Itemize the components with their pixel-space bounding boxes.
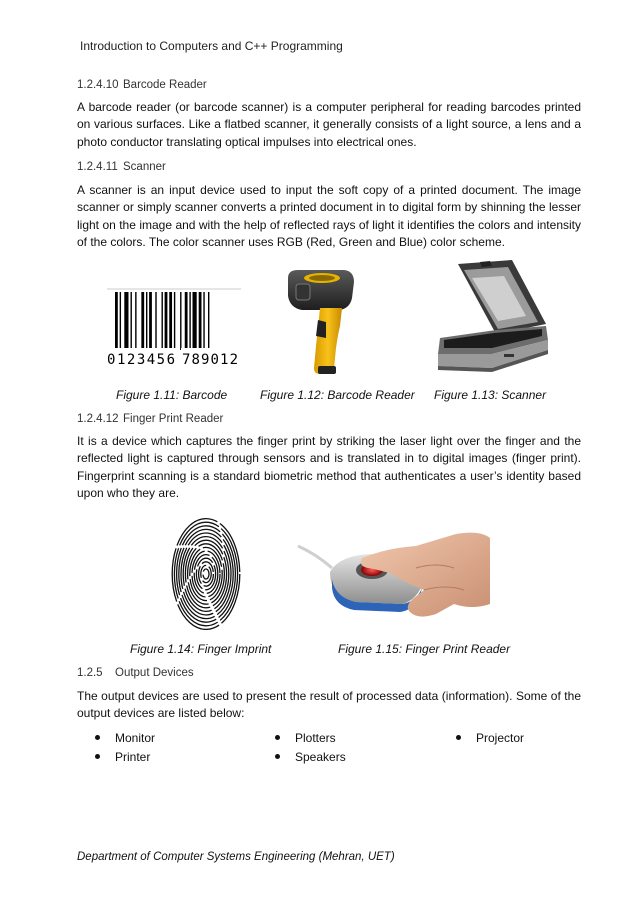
caption-figure-1-11: Figure 1.11: Barcode bbox=[116, 388, 228, 402]
running-header: Introduction to Computers and C++ Programming bbox=[80, 39, 343, 53]
heading-number: 1.2.4.11 bbox=[77, 161, 118, 173]
fingerprint-ridge bbox=[194, 555, 218, 594]
barcode-digit-left: 0 bbox=[107, 352, 116, 368]
heading-number: 1.2.4.12 bbox=[77, 413, 119, 425]
heading-finger-print-reader bbox=[77, 413, 223, 425]
barcode-bar bbox=[146, 292, 147, 350]
barcode-reader-image bbox=[282, 268, 360, 376]
bullet-icon bbox=[95, 735, 100, 740]
barcode-bar bbox=[135, 292, 136, 350]
heading-barcode-reader bbox=[77, 79, 207, 91]
barcode-bar bbox=[155, 292, 156, 350]
list-item-label: Projector bbox=[476, 731, 525, 745]
barcode-image bbox=[103, 284, 243, 376]
paragraph-barcode-reader: A barcode reader (or barcode scanner) is a computer peripheral for reading barcodes printed on various surfaces. Like a flatbed scanner, it generally consists of a light source, a lens and a photo conductor translating optical impulses into electrical ones. bbox=[77, 100, 581, 149]
finger-print-reader-image bbox=[296, 528, 492, 620]
list-item-label: Monitor bbox=[115, 731, 156, 745]
barcode-bar bbox=[203, 292, 204, 350]
paragraph-finger-print-reader: It is a device which captures the finger print by striking the laser light over the finger and the reflected light is captured through sensors and is translated in to digital images (finger print). Fingerprint scanning is a standard biometric method that authenticates a user’s identity based upon who they are. bbox=[77, 434, 581, 501]
caption-figure-1-15: Figure 1.15: Finger Print Reader bbox=[338, 642, 511, 656]
heading-title: Barcode Reader bbox=[123, 79, 207, 91]
figure-scanner bbox=[434, 258, 552, 378]
list-item bbox=[275, 750, 346, 764]
barcode-bar bbox=[169, 292, 172, 350]
caption-figure-1-14: Figure 1.14: Finger Imprint bbox=[130, 642, 272, 656]
paragraph-output-devices: The output devices are used to present the result of processed data (information). Some of the output devices are listed below: bbox=[77, 689, 581, 721]
heading-number: 1.2.5 bbox=[77, 667, 103, 679]
running-footer: Department of Computer Systems Engineering (Mehran, UET) bbox=[77, 851, 395, 863]
figure-finger-print-reader bbox=[296, 528, 492, 620]
heading-title: Finger Print Reader bbox=[123, 413, 224, 425]
list-item bbox=[95, 750, 150, 764]
barcode-bar bbox=[180, 292, 181, 350]
barcode-bar bbox=[124, 292, 128, 350]
barcode-bar bbox=[199, 292, 202, 350]
caption-figure-1-12: Figure 1.12: Barcode Reader bbox=[260, 388, 415, 402]
list-item bbox=[95, 731, 155, 745]
barcode-bar bbox=[131, 292, 132, 350]
paragraph-scanner: A scanner is an input device used to input the soft copy of a printed document. The image scanner or simply scanner converts a printed document in to digital form by shinning the lesser light on the image and with the help of reflected rays of light it identifies the colors and intensity of the colors. The color scanner uses RGB (Red, Green and Blue) color scheme. bbox=[77, 183, 581, 250]
bullet-icon bbox=[275, 735, 280, 740]
figure-barcode bbox=[103, 284, 243, 376]
scanner-image bbox=[434, 258, 552, 378]
fingerprint-ridge bbox=[188, 544, 225, 604]
heading-scanner bbox=[77, 161, 166, 173]
barcode-bar bbox=[174, 292, 175, 350]
heading-title: Output Devices bbox=[115, 667, 194, 679]
barcode-bar bbox=[141, 292, 144, 350]
bullet-icon bbox=[275, 754, 280, 759]
caption-figure-1-13: Figure 1.13: Scanner bbox=[434, 388, 547, 402]
heading-title: Scanner bbox=[123, 161, 166, 173]
fingerprint-image bbox=[170, 512, 242, 630]
list-item-label: Printer bbox=[115, 750, 151, 764]
bullet-icon bbox=[456, 735, 461, 740]
barcode-digits-group1: 123456 bbox=[117, 352, 175, 368]
list-item-label: Speakers bbox=[295, 750, 346, 764]
barcode-bar bbox=[189, 292, 190, 350]
figure-finger-imprint bbox=[170, 512, 242, 630]
heading-output-devices bbox=[77, 667, 194, 679]
list-item-label: Plotters bbox=[295, 731, 336, 745]
figure-barcode-reader bbox=[282, 268, 360, 376]
bullet-icon bbox=[95, 754, 100, 759]
barcode-bar bbox=[162, 292, 163, 350]
barcode-bar bbox=[193, 292, 197, 350]
list-item bbox=[275, 731, 336, 745]
fingerprint-ridge bbox=[181, 533, 231, 615]
barcode-bar bbox=[185, 292, 188, 350]
barcode-bar bbox=[149, 292, 152, 350]
fingerprint-ridge bbox=[172, 519, 240, 630]
fingerprint-ridge bbox=[196, 558, 215, 590]
heading-number: 1.2.4.10 bbox=[77, 79, 119, 91]
fingerprint-ridge bbox=[174, 522, 237, 626]
fingerprint-ridge bbox=[203, 569, 209, 579]
barcode-digits-group2: 789012 bbox=[182, 352, 238, 368]
list-item bbox=[456, 731, 524, 745]
